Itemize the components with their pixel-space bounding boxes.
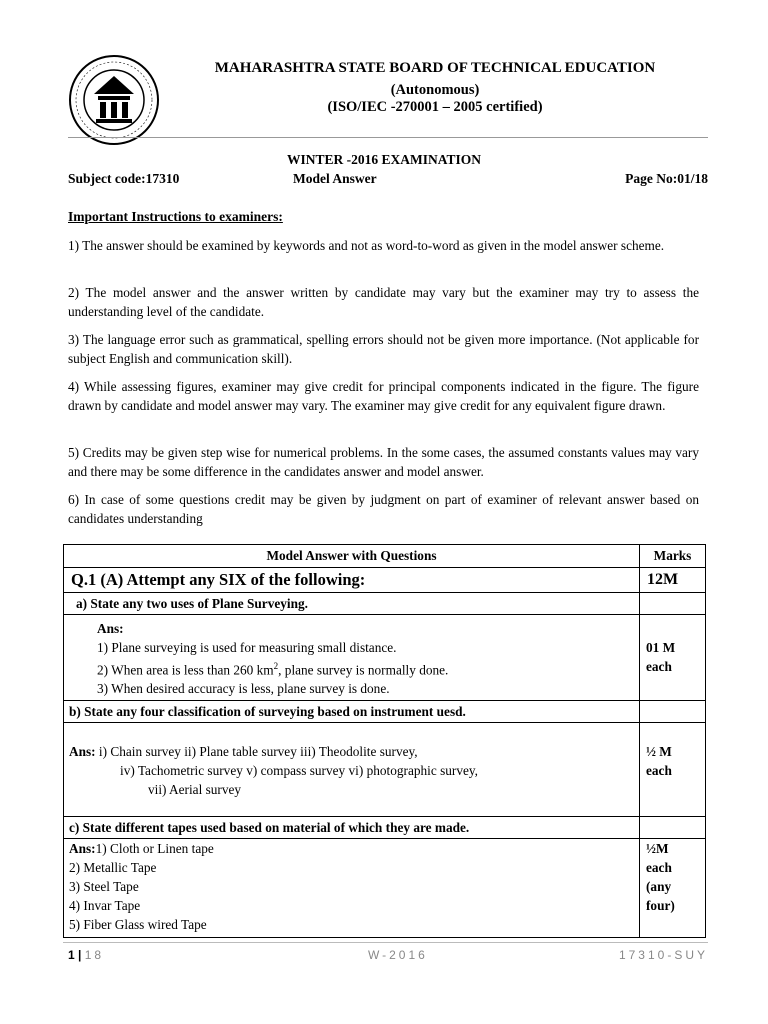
answer-b-line-3: vii) Aerial survey	[148, 782, 242, 798]
model-answer-table	[63, 544, 706, 938]
question-a: a) State any two uses of Plane Surveying.	[64, 593, 640, 615]
board-name: MAHARASHTRA STATE BOARD OF TECHNICAL EDUCATION	[214, 60, 656, 76]
page-number: Page No:01/18	[625, 171, 708, 186]
answer-b-line-2: iv) Tachometric survey v) compass survey vi) photographic survey,	[120, 763, 478, 779]
answer-a-point-2: 2) When area is less than 260 $km^2$, plane survey is normally done.	[97, 661, 449, 678]
question-c-marks-empty	[640, 817, 706, 839]
subject-code: Subject code:17310	[68, 171, 180, 186]
footer-divider	[63, 942, 708, 943]
instruction-1: 1) The answer should be examined by keywords and not as word-to-word as given in the model answer scheme.	[68, 238, 665, 253]
instruction-5: 5) Credits may be given step wise for numerical problems. In the some cases, the assumed constants values may vary and there may be some difference in the candidates answer and model answer.	[68, 445, 699, 479]
instruction-2: 2) The model answer and the answer written by candidate may vary but the examiner may try to assess the understanding level of the candidate.	[68, 285, 699, 319]
answer-c-line-1: Ans:1) Cloth or Linen tape	[69, 841, 214, 857]
footer-code: 17310-SUY	[618, 948, 708, 962]
column-header-marks: Marks	[640, 545, 706, 568]
instructions-heading: Important Instructions to examiners:	[68, 209, 283, 224]
instruction-6: 6) In case of some questions credit may be given by judgment on part of examiner of relevant answer based on candidates understanding	[68, 492, 699, 526]
q1-marks: 12M	[640, 568, 706, 593]
answer-b	[64, 723, 640, 817]
answer-c	[64, 839, 640, 938]
exam-title: WINTER -2016 EXAMINATION	[286, 152, 481, 167]
autonomous-status: (Autonomous)	[390, 82, 480, 98]
answer-a-point-3: 3) When desired accuracy is less, plane survey is done.	[97, 681, 390, 697]
instruction-4: 4) While assessing figures, examiner may give credit for principal components indicated in the figure. The figure drawn by candidate and model answer may vary. The examiner may give credit for any equivalent figure drawn.	[68, 379, 699, 413]
answer-c-line-3: 3) Steel Tape	[69, 879, 139, 895]
answer-c-line-2: 2) Metallic Tape	[69, 860, 157, 876]
question-b-marks-empty	[640, 701, 706, 723]
answer-c-line-4: 4) Invar Tape	[69, 898, 141, 914]
header-divider	[68, 137, 708, 138]
answer-a-label: Ans:	[97, 621, 124, 636]
q1-title: Q.1 (A) Attempt any SIX of the following:	[64, 568, 640, 593]
model-answer-label: Model Answer	[293, 171, 377, 186]
answer-b-line-1: Ans: i) Chain survey ii) Plane table survey iii) Theodolite survey,	[69, 744, 418, 760]
answer-b-marks: ½ M each	[640, 723, 706, 817]
footer-exam: W-2016	[368, 948, 428, 962]
answer-c-line-5: 5) Fiber Glass wired Tape	[69, 917, 207, 933]
question-a-marks-empty	[640, 593, 706, 615]
answer-a	[64, 615, 640, 701]
answer-a-marks: 01 M each	[640, 615, 706, 701]
question-c: c) State different tapes used based on material of which they are made.	[64, 817, 640, 839]
certification: (ISO/IEC -270001 – 2005 certified)	[327, 99, 543, 115]
footer-page: 1 | 18	[68, 948, 105, 962]
subject-row	[68, 171, 708, 189]
answer-a-point-1: 1) Plane surveying is used for measuring small distance.	[97, 640, 397, 655]
msbte-seal-icon	[68, 54, 160, 146]
instruction-3: 3) The language error such as grammatical, spelling errors should not be given more importance. (Not applicable for subject English and communication skill).	[68, 332, 699, 366]
question-b: b) State any four classification of surveying based on instrument uesd.	[64, 701, 640, 723]
column-header-question: Model Answer with Questions	[64, 545, 640, 568]
answer-c-marks: ½M each (any four)	[640, 839, 706, 938]
